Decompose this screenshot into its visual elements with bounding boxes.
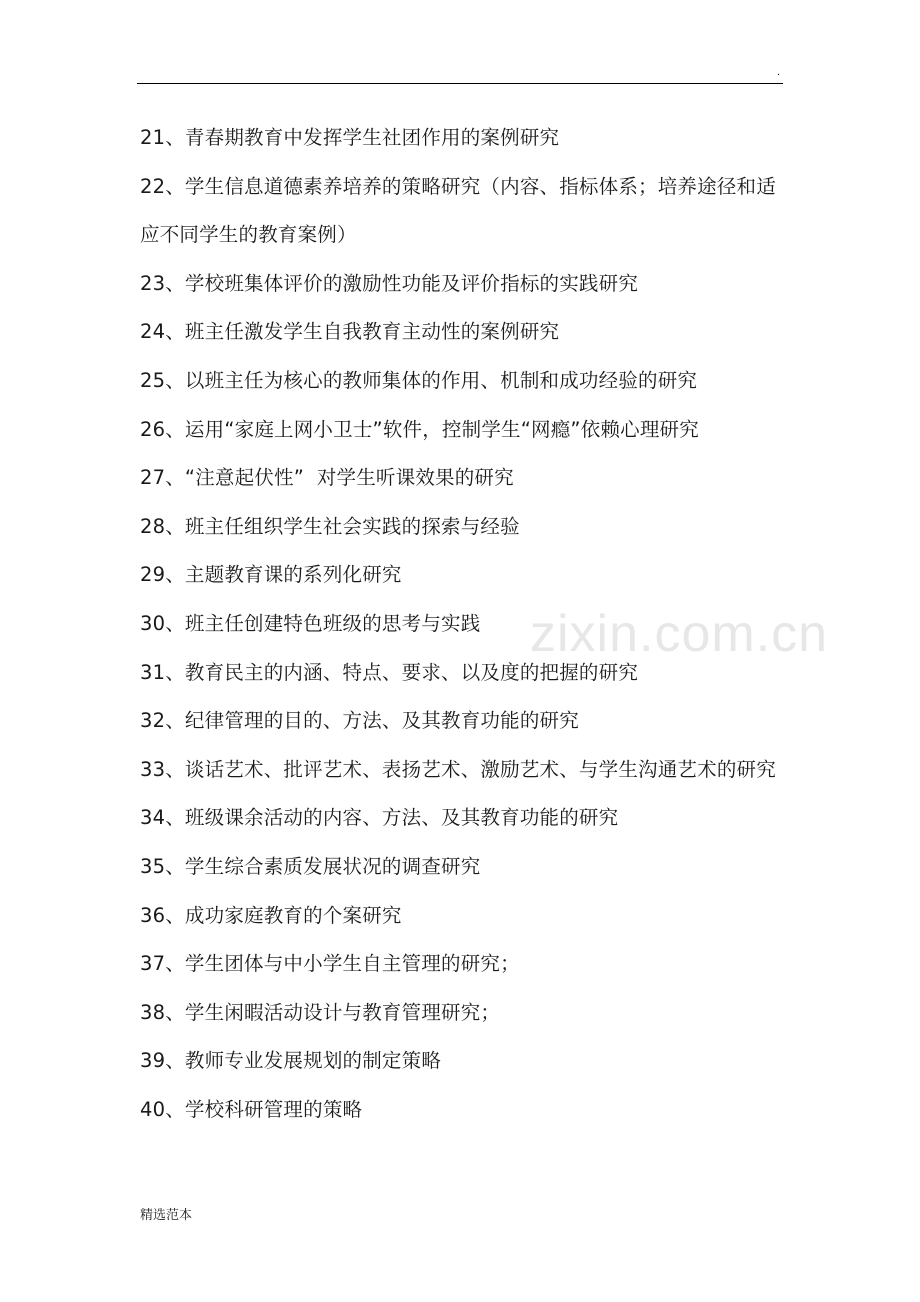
topic-item-25: 25、以班主任为核心的教师集体的作用、机制和成功经验的研究 [140,368,698,392]
header-dot: . [777,67,781,78]
topic-item-37: 37、学生团体与中小学生自主管理的研究； [140,952,520,976]
header-rule [137,83,783,84]
topic-item-34: 34、班级课余活动的内容、方法、及其教育功能的研究 [140,806,619,830]
topic-item-31: 31、教育民主的内涵、特点、要求、以及度的把握的研究 [140,660,639,684]
topic-item-39: 39、教师专业发展规划的制定策略 [140,1049,442,1073]
topic-item-28: 28、班主任组织学生社会实践的探索与经验 [140,514,520,538]
topic-item-27: 27、“注意起伏性” 对学生听课效果的研究 [140,466,514,490]
topic-item-32: 32、纪律管理的目的、方法、及其教育功能的研究 [140,709,579,733]
watermark: zixin.com.cn [530,605,829,663]
topic-list [140,114,790,1134]
topic-item-22: 22、学生信息道德素养培养的策略研究（内容、指标体系；培养途径和适应不同学生的教育案例） [140,174,776,247]
topic-item-23: 23、学校班集体评价的激励性功能及评价指标的实践研究 [140,271,639,295]
topic-item-29: 29、主题教育课的系列化研究 [140,563,402,587]
topic-item-26: 26、运用“家庭上网小卫士”软件，控制学生“网瘾”依赖心理研究 [140,417,699,441]
topic-item-35: 35、学生综合素质发展状况的调查研究 [140,854,481,878]
topic-item-24: 24、班主任激发学生自我教育主动性的案例研究 [140,320,560,344]
topic-item-21: 21、青春期教育中发挥学生社团作用的案例研究 [140,126,560,149]
footer-label: 精选范本 [140,1208,193,1223]
topic-item-36: 36、成功家庭教育的个案研究 [140,903,402,927]
topic-item-33: 33、谈话艺术、批评艺术、表扬艺术、激励艺术、与学生沟通艺术的研究 [140,757,776,781]
topic-item-38: 38、学生闲暇活动设计与教育管理研究； [140,1000,501,1024]
topic-item-30: 30、班主任创建特色班级的思考与实践 [140,611,481,635]
topic-item-40: 40、学校科研管理的策略 [140,1097,363,1121]
